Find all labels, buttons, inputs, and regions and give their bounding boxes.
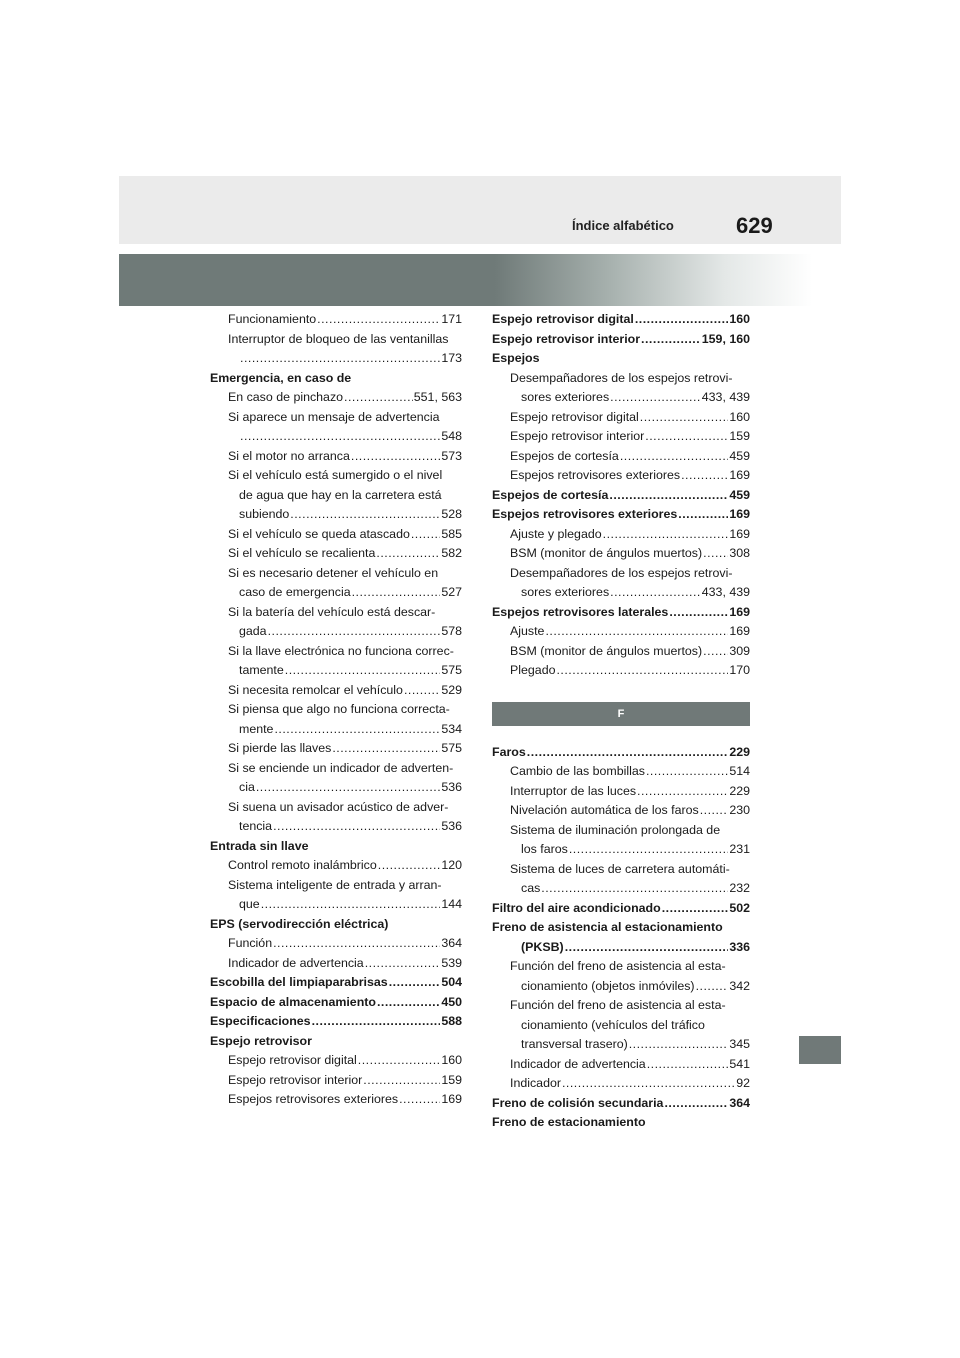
index-entry [492, 486, 750, 506]
index-entry-page: 309 [729, 643, 750, 658]
index-entry [492, 661, 750, 681]
index-entry-text: Espejos [492, 351, 540, 365]
dot-leader [365, 954, 441, 974]
index-entry-page: 232 [729, 881, 750, 895]
dot-leader [620, 447, 728, 467]
index-entry-text: gada [239, 624, 267, 638]
dot-leader [641, 330, 701, 350]
index-entry-page: 169 [729, 624, 750, 638]
index-entry-text: Si necesita remolcar el vehículo [228, 682, 403, 697]
dot-leader [609, 486, 728, 506]
index-entry-text: Espejo retrovisor interior [510, 429, 645, 443]
index-entry-page: 433, 439 [701, 585, 750, 599]
index-entry [492, 1074, 750, 1094]
dot-leader [377, 993, 440, 1013]
dot-leader [541, 879, 728, 899]
index-entry [210, 486, 462, 506]
index-entry [210, 310, 462, 330]
index-entry-text: Si el motor no arranca [228, 448, 350, 463]
index-entry [210, 369, 462, 389]
index-entry-text: Ajuste [510, 624, 545, 638]
dot-leader [332, 739, 440, 759]
index-entry-text: que [239, 897, 260, 911]
index-entry-text: Espejo retrovisor digital [492, 312, 634, 326]
index-entry-page: 528 [441, 507, 462, 521]
index-entry [492, 1016, 750, 1036]
index-entry-page: 92 [736, 1076, 750, 1090]
index-entry-text: Si pierde las llaves [228, 741, 332, 755]
index-entry-text: Filtro del aire acondicionado [492, 900, 661, 915]
index-entry-text: Espejos retrovisores laterales [492, 604, 669, 619]
index-entry-text: Freno de asistencia al estacionamiento [492, 920, 723, 934]
index-entry-text: Indicador de advertencia [228, 955, 364, 970]
index-entry [492, 743, 750, 763]
index-entry-text: Espejos de cortesía [510, 448, 619, 463]
dot-leader [352, 583, 441, 603]
index-entry [210, 798, 462, 818]
index-entry-page: 336 [729, 939, 750, 954]
index-entry [210, 759, 462, 779]
index-entry-page: 345 [729, 1037, 750, 1051]
dot-leader [274, 720, 440, 740]
index-entry [492, 821, 750, 841]
index-entry-page: 229 [729, 783, 750, 798]
index-entry [492, 860, 750, 880]
index-entry [492, 408, 750, 428]
dot-leader [700, 801, 729, 821]
index-entry-text: Especificaciones [210, 1014, 311, 1028]
index-entry-page: 548 [441, 429, 462, 443]
index-entry [492, 505, 750, 525]
index-entry-text: Freno de colisión secundaria [492, 1095, 664, 1110]
index-entry-page: 450 [441, 994, 462, 1009]
index-entry-page: 364 [729, 1095, 750, 1110]
index-entry [492, 466, 750, 486]
index-entry-text: cionamiento (objetos inmóviles) [521, 978, 695, 993]
dot-leader [376, 544, 440, 564]
index-entry-text: Si suena un avisador acústico de adver- [228, 799, 449, 814]
index-entry-text: Sistema de iluminación prolongada de [510, 822, 721, 837]
index-entry-text: los faros [521, 842, 568, 856]
dot-leader [404, 681, 440, 701]
index-entry-text: Función del freno de asistencia al esta- [510, 998, 726, 1012]
dot-leader [378, 856, 441, 876]
index-entry-page: 171 [441, 312, 462, 326]
index-entry-text: Entrada sin llave [210, 838, 309, 853]
index-entry-page: 582 [441, 546, 462, 560]
index-entry-text: Desempañadores de los espejos retrovi- [510, 565, 733, 580]
dot-leader [703, 544, 728, 564]
index-entry-text: Indicador [510, 1076, 561, 1090]
index-entry-page: 169 [729, 526, 750, 541]
index-entry-text: cia [239, 780, 255, 794]
index-entry [210, 837, 462, 857]
index-entry-text: Sistema de luces de carretera automáti- [510, 861, 730, 876]
header-band [119, 176, 841, 244]
index-entry [492, 938, 750, 958]
index-entry-text: tamente [239, 663, 284, 677]
index-entry-page: 539 [441, 955, 462, 970]
dot-leader [569, 840, 728, 860]
dot-leader [669, 603, 728, 623]
index-entry-page: 536 [441, 780, 462, 794]
index-entry-page: 160 [729, 409, 750, 424]
index-entry-page: 527 [441, 585, 462, 599]
index-group-e [492, 310, 750, 681]
index-entry [210, 973, 462, 993]
index-entry [492, 349, 750, 369]
dot-leader [358, 1051, 441, 1071]
dot-leader [261, 895, 441, 915]
index-entry [492, 564, 750, 584]
index-entry [492, 957, 750, 977]
index-entry-page: 159 [729, 429, 750, 443]
dot-leader [317, 310, 440, 330]
index-entry [492, 1094, 750, 1114]
index-entry-text: (PKSB) [521, 939, 564, 954]
index-entry [492, 879, 750, 899]
dot-leader [662, 899, 729, 919]
index-entry-text: Espejos de cortesía [492, 487, 609, 502]
index-entry-text: sores exteriores [521, 390, 610, 404]
index-entry-page: 459 [729, 487, 750, 502]
index-entry-page: 502 [729, 900, 750, 915]
index-entry-text: caso de emergencia [239, 585, 351, 599]
index-entry [210, 1051, 462, 1071]
dot-leader [646, 762, 728, 782]
index-entry-text: Si el vehículo está sumergido o el nivel [228, 468, 443, 482]
index-entry-page: 144 [441, 897, 462, 911]
index-entry-text: sores exteriores [521, 585, 610, 599]
index-entry [492, 840, 750, 860]
index-entry-page: 459 [729, 448, 750, 463]
section-letter-header: F [492, 702, 750, 726]
index-entry [210, 1090, 462, 1110]
dot-leader [312, 1012, 441, 1032]
index-entry [492, 583, 750, 603]
index-entry-page: 551, 563 [413, 390, 462, 404]
index-entry [492, 782, 750, 802]
index-entry [210, 349, 462, 369]
index-entry-text: cionamiento (vehículos del tráfico [521, 1017, 705, 1032]
index-entry-text: Espejo retrovisor interior [228, 1072, 363, 1087]
dot-leader [411, 525, 440, 545]
index-entry-text: EPS (servodirección eléctrica) [210, 916, 389, 931]
index-entry-text: tencia [239, 819, 273, 833]
dot-leader [610, 388, 701, 408]
section-title: Índice alfabético [572, 218, 674, 233]
index-entry-text: BSM (monitor de ángulos muertos) [510, 546, 703, 560]
index-entry-page: 342 [729, 978, 750, 993]
index-entry-text: Si la batería del vehículo está descar- [228, 604, 436, 619]
dot-leader [240, 349, 440, 369]
index-entry-page: 541 [729, 1056, 750, 1071]
index-entry [492, 918, 750, 938]
dot-leader [399, 1090, 440, 1110]
index-entry [210, 622, 462, 642]
index-entry-text: Si es necesario detener el vehículo en [228, 565, 439, 580]
decorative-gradient-band [119, 254, 841, 306]
index-entry-text: En caso de pinchazo [228, 390, 344, 404]
index-entry-page: 575 [441, 741, 462, 755]
dot-leader [635, 310, 728, 330]
dot-leader [637, 782, 728, 802]
dot-leader [610, 583, 701, 603]
index-entry-text: Ajuste y plegado [510, 526, 602, 541]
index-entry-page: 573 [441, 448, 462, 463]
index-entry [492, 977, 750, 997]
index-entry-text: Si aparece un mensaje de advertencia [228, 409, 440, 424]
index-entry-page: 169 [441, 1092, 462, 1106]
dot-leader [273, 817, 440, 837]
index-entry [210, 1032, 462, 1052]
dot-leader [703, 642, 728, 662]
index-entry-page: 575 [441, 663, 462, 677]
index-entry [492, 330, 750, 350]
index-entry [210, 583, 462, 603]
index-entry [210, 720, 462, 740]
index-entry [492, 622, 750, 642]
dot-leader [273, 934, 440, 954]
index-entry-page: 433, 439 [701, 390, 750, 404]
index-entry [210, 388, 462, 408]
index-entry-page: 170 [729, 663, 750, 677]
index-entry [492, 388, 750, 408]
index-entry-text: Si piensa que algo no funciona correcta- [228, 702, 450, 716]
dot-leader [696, 977, 729, 997]
index-entry [492, 899, 750, 919]
index-entry [210, 934, 462, 954]
index-entry-text: cas [521, 881, 541, 895]
index-entry-text: Escobilla del limpiaparabrisas [210, 975, 388, 989]
index-entry [210, 778, 462, 798]
dot-leader [645, 427, 728, 447]
index-entry [492, 544, 750, 564]
dot-leader [527, 743, 729, 763]
index-entry [210, 544, 462, 564]
index-entry [492, 427, 750, 447]
index-entry-text: Si el vehículo se queda atascado [228, 526, 410, 541]
index-entry-page: 364 [441, 936, 462, 950]
index-entry-page: 536 [441, 819, 462, 833]
index-entry [492, 603, 750, 623]
index-entry-text: Si la llave electrónica no funciona correc- [228, 643, 454, 658]
index-entry [492, 996, 750, 1016]
dot-leader [640, 408, 729, 428]
index-entry-text: Espejos retrovisores exteriores [492, 507, 678, 521]
index-entry [492, 801, 750, 821]
index-entry [210, 993, 462, 1013]
index-entry-text: Interruptor de las luces [510, 783, 637, 798]
index-entry [210, 700, 462, 720]
index-entry [210, 564, 462, 584]
index-entry [210, 447, 462, 467]
index-entry-page: 514 [729, 764, 750, 778]
index-entry-text: Espejo retrovisor interior [492, 331, 641, 346]
index-entry-page: 231 [729, 842, 750, 856]
index-entry-text: Funcionamiento [228, 312, 317, 326]
index-entry-text: mente [239, 721, 274, 736]
index-entry-text: Cambio de las bombillas [510, 764, 645, 778]
dot-leader [545, 622, 728, 642]
index-entry-page: 169 [729, 604, 750, 619]
dot-leader [389, 973, 441, 993]
index-entry [210, 856, 462, 876]
index-entry-text: Función [228, 936, 273, 950]
index-entry-text: Nivelación automática de los faros [510, 803, 699, 817]
index-entry [492, 310, 750, 330]
index-entry-page: 169 [729, 468, 750, 482]
index-entry [210, 427, 462, 447]
dot-leader [629, 1035, 729, 1055]
index-entry [210, 661, 462, 681]
index-entry-page: 229 [729, 744, 750, 759]
index-entry-page: 120 [441, 858, 462, 872]
index-entry [210, 330, 462, 350]
dot-leader [647, 1055, 729, 1075]
index-entry-text: Emergencia, en caso de [210, 370, 352, 385]
dot-leader [556, 661, 728, 681]
index-entry-text: Espejos retrovisores exteriores [228, 1092, 399, 1106]
index-entry [210, 408, 462, 428]
dot-leader [256, 778, 440, 798]
index-entry-page: 529 [441, 682, 462, 697]
index-entry-text: de agua que hay en la carretera está [239, 487, 442, 502]
index-entry [210, 681, 462, 701]
dot-leader [664, 1094, 728, 1114]
index-entry-page: 585 [441, 526, 462, 541]
index-entry [492, 525, 750, 545]
index-entry-text: Función del freno de asistencia al esta- [510, 959, 726, 973]
index-entry-text: Espejo retrovisor [210, 1033, 312, 1048]
index-entry [492, 1113, 750, 1133]
dot-leader [603, 525, 729, 545]
index-entry-text: Si se enciende un indicador de adverten- [228, 760, 454, 775]
index-column-right [492, 310, 750, 1133]
dot-leader [268, 622, 441, 642]
index-entry [210, 876, 462, 896]
dot-leader [351, 447, 440, 467]
index-entry-page: 169 [729, 507, 750, 521]
index-entry [492, 447, 750, 467]
index-column-left [210, 310, 462, 1110]
index-entry-page: 578 [441, 624, 462, 638]
dot-leader [562, 1074, 735, 1094]
index-entry-text: Plegado [510, 663, 556, 677]
index-entry-page: 588 [441, 1014, 462, 1028]
index-entry-page: 173 [441, 351, 462, 365]
index-group-f [492, 743, 750, 1133]
index-entry-text: Desempañadores de los espejos retrovi- [510, 370, 733, 385]
index-entry [210, 603, 462, 623]
dot-leader [681, 466, 728, 486]
index-entry [210, 895, 462, 915]
index-entry-text: Freno de estacionamiento [492, 1115, 646, 1129]
index-entry-page: 230 [729, 803, 750, 817]
index-entry [210, 954, 462, 974]
index-entry-page: 159, 160 [701, 331, 750, 346]
index-entry-text: Si el vehículo se recalienta [228, 546, 376, 560]
index-entry [492, 369, 750, 389]
dot-leader [344, 388, 413, 408]
page-number: 629 [736, 213, 773, 238]
index-entry-text: Espejo retrovisor digital [510, 409, 639, 424]
index-entry [210, 505, 462, 525]
index-entry [492, 642, 750, 662]
index-entry [210, 525, 462, 545]
index-entry-text: Interruptor de bloqueo de las ventanillas [228, 331, 449, 346]
dot-leader [285, 661, 441, 681]
dot-leader [363, 1071, 440, 1091]
index-entry [210, 1012, 462, 1032]
index-entry-page: 504 [441, 975, 462, 989]
index-entry-text: Faros [492, 744, 526, 759]
index-entry-page: 308 [729, 546, 750, 560]
index-entry-text: Sistema inteligente de entrada y arran- [228, 877, 442, 892]
index-entry-text: transversal trasero) [521, 1037, 628, 1051]
index-entry [492, 1055, 750, 1075]
dot-leader [290, 505, 440, 525]
index-entry-text: Espejo retrovisor digital [228, 1053, 357, 1067]
index-entry [210, 739, 462, 759]
index-entry-text: subiendo [239, 507, 290, 521]
index-entry [210, 466, 462, 486]
index-entry [210, 915, 462, 935]
dot-leader [678, 505, 728, 525]
index-entry-page: 534 [441, 721, 462, 736]
index-entry [210, 642, 462, 662]
thumb-index-tab [799, 1036, 841, 1064]
index-entry [210, 817, 462, 837]
index-entry-page: 159 [441, 1072, 462, 1087]
index-entry [492, 762, 750, 782]
index-entry-text: Espacio de almacenamiento [210, 994, 376, 1009]
index-entry [492, 1035, 750, 1055]
dot-leader [240, 427, 440, 447]
index-entry-text: Indicador de advertencia [510, 1056, 646, 1071]
index-entry [210, 1071, 462, 1091]
index-entry-text: Control remoto inalámbrico [228, 858, 377, 872]
dot-leader [565, 938, 729, 958]
index-entry-text: Espejos retrovisores exteriores [510, 468, 681, 482]
index-entry-page: 160 [729, 312, 750, 326]
index-entry-text: BSM (monitor de ángulos muertos) [510, 643, 703, 658]
index-entry-page: 160 [441, 1053, 462, 1067]
